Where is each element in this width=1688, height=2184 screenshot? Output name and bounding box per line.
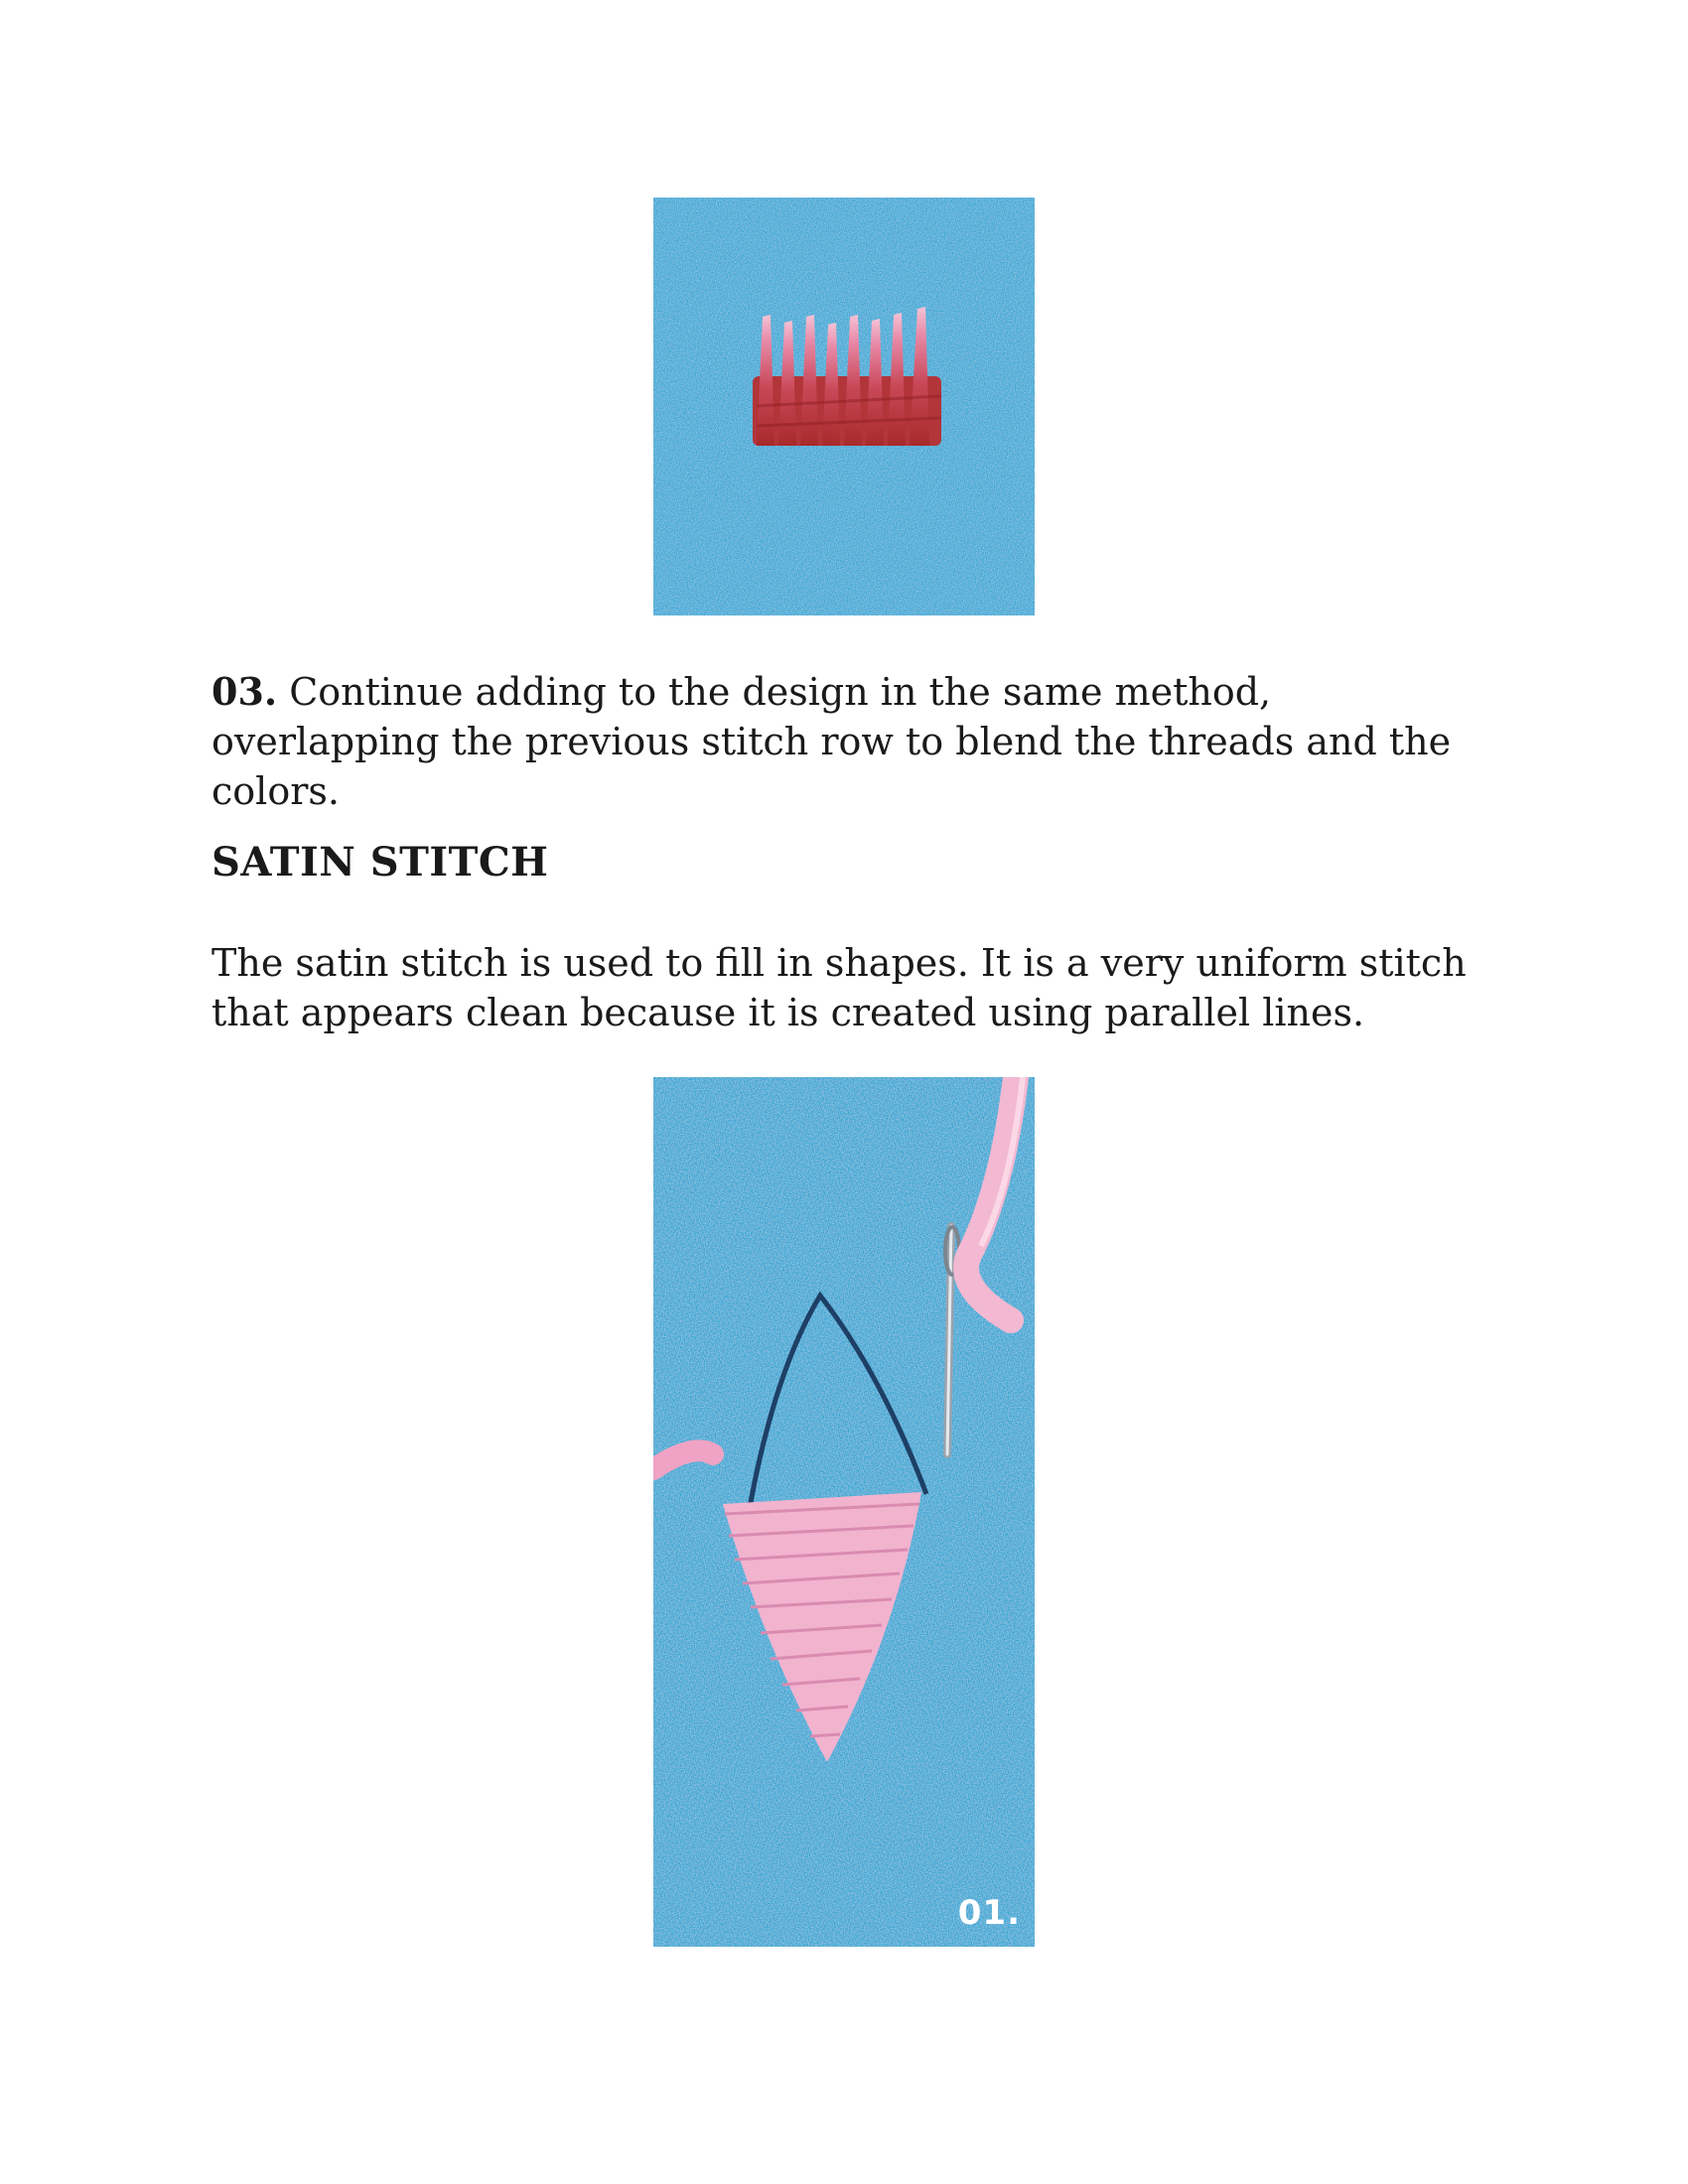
step-03-paragraph [211, 667, 1502, 816]
section-intro: The satin stitch is used to fill in shapes. It is a very uniform stitch that appears clean because it is created using parallel lines. [211, 941, 1467, 1034]
satin-stitch-photo [653, 1077, 1035, 1947]
step-number: 03. [211, 669, 278, 714]
stitch-blend-photo [653, 198, 1035, 615]
photo-step-label: 01. [957, 1893, 1021, 1933]
section-title: SATIN STITCH [211, 839, 549, 886]
step-text: Continue adding to the design in the same method, overlapping the previous stitch row to blend the threads and the colors. [211, 670, 1452, 813]
